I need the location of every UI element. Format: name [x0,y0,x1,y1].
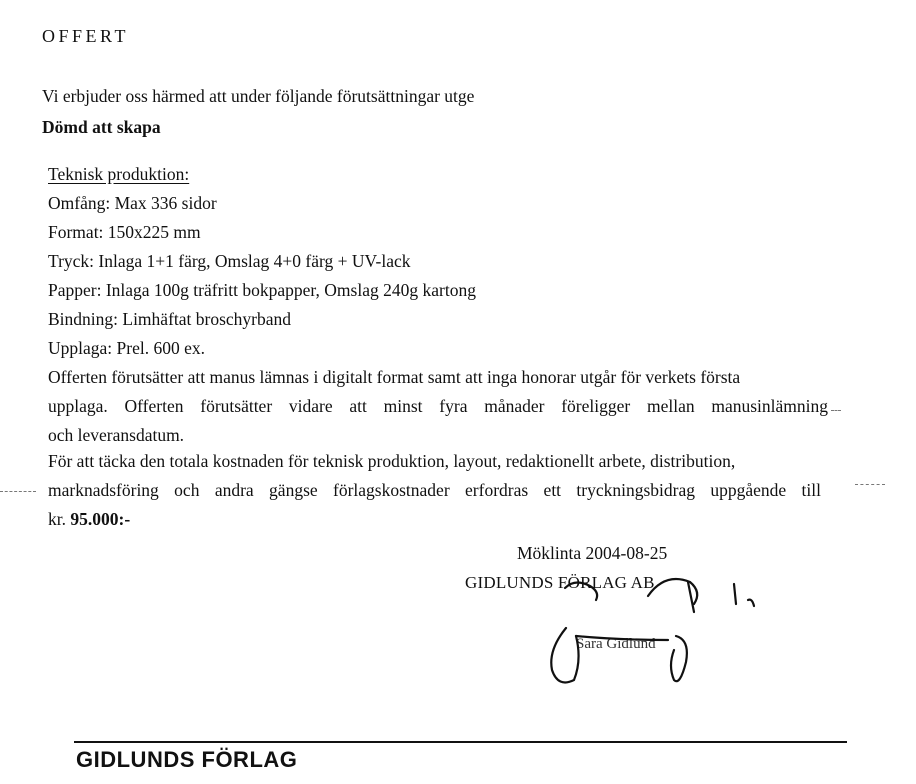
scan-mark [831,410,841,411]
footer-rule [74,741,847,743]
spec-line-extent: Omfång: Max 336 sidor [48,193,217,213]
signature-stroke [551,628,578,682]
cost-line-2: marknadsföring och andra gängse förlagskostnader erfordras ett tryckningsbidrag uppgående till [48,480,821,500]
condition-line-2: upplaga. Offerten förutsätter vidare att minst fyra månader föreligger mellan manusinlämning [48,396,828,416]
spec-line-paper: Papper: Inlaga 100g träfritt bokpapper, Omslag 240g kartong [48,280,476,300]
spec-line-binding: Bindning: Limhäftat broschyrband [48,309,292,329]
condition-line-3: och leveransdatum. [48,425,185,445]
signature-stroke [734,584,736,604]
cost-line-1: För att täcka den totala kostnaden för teknisk produktion, layout, redaktionellt arbete, distribution, [48,451,736,471]
signer-name: Sara Gidlund [576,636,656,652]
footer-brand: GIDLUNDS FÖRLAG [76,747,298,772]
scan-mark [0,491,36,492]
place-date: Möklinta 2004-08-25 [517,543,668,563]
book-title: Dömd att skapa [42,117,161,137]
cost-amount: 95.000:- [70,509,131,529]
spec-line-print: Tryck: Inlaga 1+1 färg, Omslag 4+0 färg + UV-lack [48,251,411,271]
signature-stroke [748,600,754,606]
condition-line-1: Offerten förutsätter att manus lämnas i digitalt format samt att inga honorar utgår för verkets första [48,367,741,387]
document-title: OFFERT [42,26,129,46]
company-name: GIDLUNDS FÖRLAG AB [465,573,655,592]
intro-text: Vi erbjuder oss härmed att under följande förutsättningar utge [42,86,475,106]
signature-stroke [688,582,694,612]
scan-mark [855,484,885,485]
spec-line-edition: Upplaga: Prel. 600 ex. [48,338,205,358]
signature-stroke [671,636,687,681]
section-heading-technical: Teknisk produktion: [48,164,190,184]
cost-amount-prefix: kr. [48,509,71,529]
spec-line-format: Format: 150x225 mm [48,222,201,242]
cost-amount-line [48,509,130,530]
signature-stroke [648,579,697,604]
